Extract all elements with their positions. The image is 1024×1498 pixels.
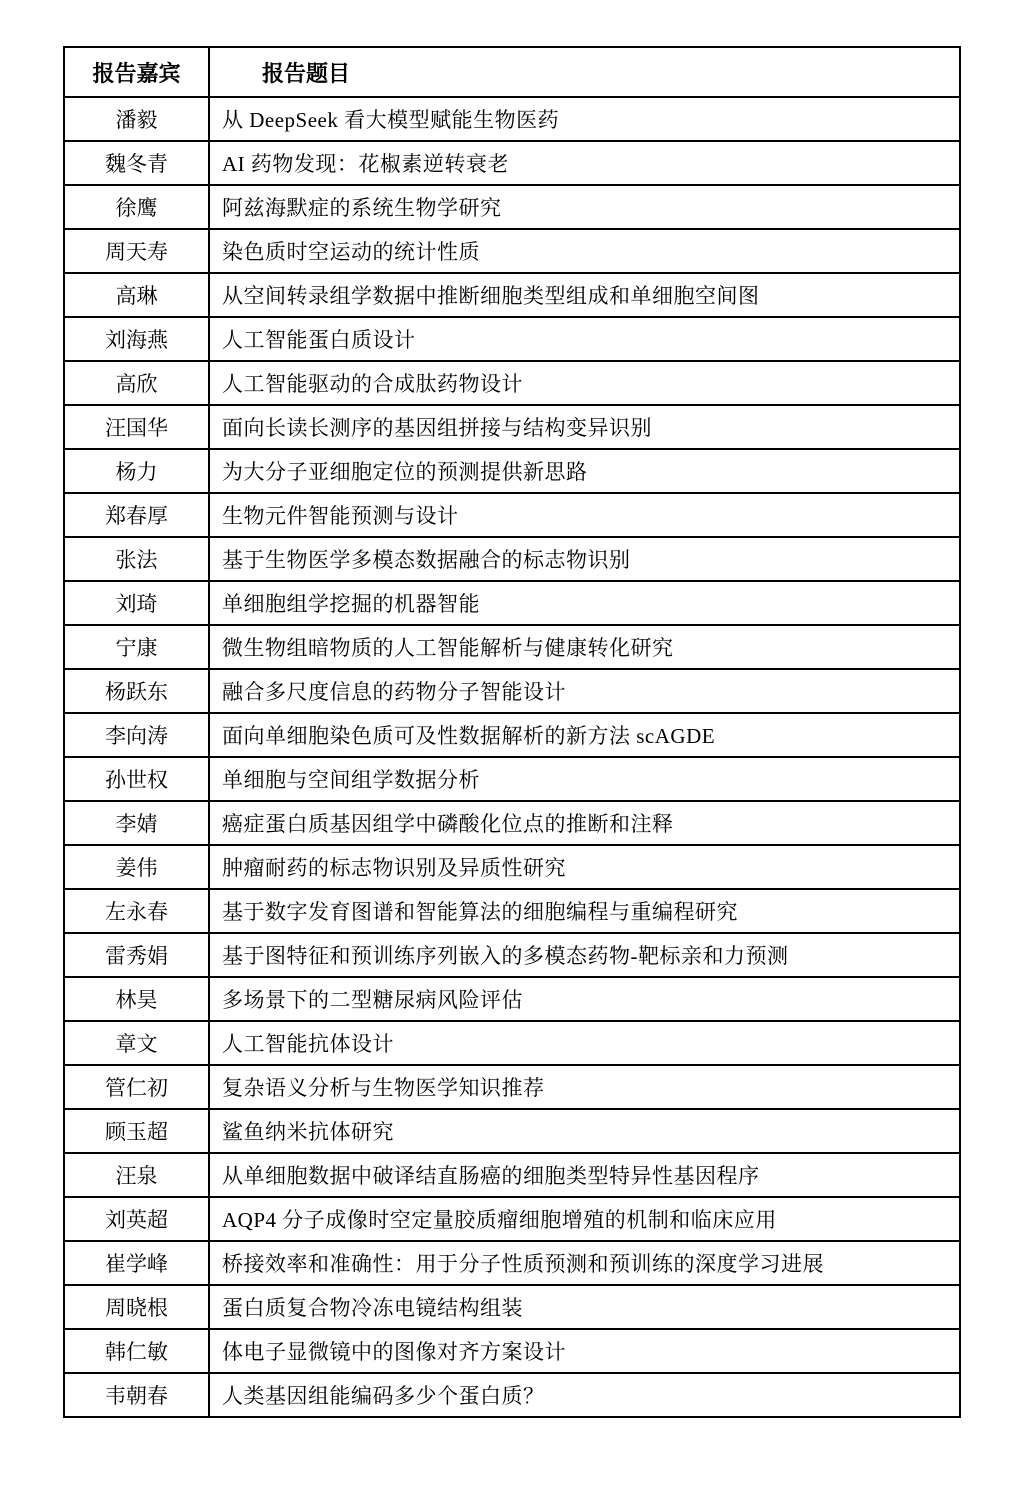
table-row — [64, 317, 960, 361]
title-cell: 人工智能驱动的合成肽药物设计 — [209, 361, 960, 405]
title-cell: 人工智能蛋白质设计 — [209, 317, 960, 361]
title-cell: 单细胞与空间组学数据分析 — [209, 757, 960, 801]
table-row — [64, 581, 960, 625]
speaker-cell: 宁康 — [64, 625, 209, 669]
speaker-cell: 周晓根 — [64, 1285, 209, 1329]
title-cell: 融合多尺度信息的药物分子智能设计 — [209, 669, 960, 713]
title-cell: 人类基因组能编码多少个蛋白质？ — [209, 1373, 960, 1417]
title-cell: 面向单细胞染色质可及性数据解析的新方法 scAGDE — [209, 713, 960, 757]
title-cell: 基于生物医学多模态数据融合的标志物识别 — [209, 537, 960, 581]
speaker-cell: 林昊 — [64, 977, 209, 1021]
table-row — [64, 1241, 960, 1285]
speaker-cell: 潘毅 — [64, 97, 209, 141]
speaker-cell: 周天寿 — [64, 229, 209, 273]
table-row — [64, 977, 960, 1021]
speaker-cell: 雷秀娟 — [64, 933, 209, 977]
title-cell: 单细胞组学挖掘的机器智能 — [209, 581, 960, 625]
table-row — [64, 1197, 960, 1241]
table-body — [64, 97, 960, 1417]
table-row — [64, 1285, 960, 1329]
speaker-cell: 姜伟 — [64, 845, 209, 889]
title-cell: 基于数字发育图谱和智能算法的细胞编程与重编程研究 — [209, 889, 960, 933]
speaker-cell: 高欣 — [64, 361, 209, 405]
speaker-cell: 李婧 — [64, 801, 209, 845]
table-row — [64, 845, 960, 889]
speaker-cell: 管仁初 — [64, 1065, 209, 1109]
title-cell: 体电子显微镜中的图像对齐方案设计 — [209, 1329, 960, 1373]
title-cell: 癌症蛋白质基因组学中磷酸化位点的推断和注释 — [209, 801, 960, 845]
table-row — [64, 1021, 960, 1065]
table-row — [64, 933, 960, 977]
speaker-cell: 徐鹰 — [64, 185, 209, 229]
title-cell: 染色质时空运动的统计性质 — [209, 229, 960, 273]
speaker-cell: 孙世权 — [64, 757, 209, 801]
title-cell: 生物元件智能预测与设计 — [209, 493, 960, 537]
speaker-cell: 顾玉超 — [64, 1109, 209, 1153]
title-cell: 多场景下的二型糖尿病风险评估 — [209, 977, 960, 1021]
table-row — [64, 141, 960, 185]
title-cell: 为大分子亚细胞定位的预测提供新思路 — [209, 449, 960, 493]
speaker-cell: 韦朝春 — [64, 1373, 209, 1417]
title-cell: 从 DeepSeek 看大模型赋能生物医药 — [209, 97, 960, 141]
table-row — [64, 757, 960, 801]
table-row — [64, 801, 960, 845]
speaker-cell: 魏冬青 — [64, 141, 209, 185]
table-row — [64, 1065, 960, 1109]
speakers-table — [63, 46, 961, 1418]
table-row — [64, 889, 960, 933]
table-row — [64, 625, 960, 669]
speaker-cell: 章文 — [64, 1021, 209, 1065]
table-row — [64, 713, 960, 757]
speaker-cell: 刘琦 — [64, 581, 209, 625]
table-row — [64, 493, 960, 537]
title-cell: 桥接效率和准确性：用于分子性质预测和预训练的深度学习进展 — [209, 1241, 960, 1285]
speaker-cell: 李向涛 — [64, 713, 209, 757]
title-cell: AI 药物发现：花椒素逆转衰老 — [209, 141, 960, 185]
speaker-cell: 崔学峰 — [64, 1241, 209, 1285]
table-row — [64, 361, 960, 405]
title-cell: 蛋白质复合物冷冻电镜结构组装 — [209, 1285, 960, 1329]
table-row — [64, 537, 960, 581]
table-row — [64, 273, 960, 317]
speaker-cell: 刘海燕 — [64, 317, 209, 361]
table-row — [64, 1373, 960, 1417]
speaker-cell: 高琳 — [64, 273, 209, 317]
header-title: 报告题目 — [209, 47, 960, 97]
title-cell: 面向长读长测序的基因组拼接与结构变异识别 — [209, 405, 960, 449]
title-cell: 阿兹海默症的系统生物学研究 — [209, 185, 960, 229]
title-cell: AQP4 分子成像时空定量胶质瘤细胞增殖的机制和临床应用 — [209, 1197, 960, 1241]
title-cell: 复杂语义分析与生物医学知识推荐 — [209, 1065, 960, 1109]
title-cell: 鲨鱼纳米抗体研究 — [209, 1109, 960, 1153]
speaker-cell: 汪泉 — [64, 1153, 209, 1197]
header-row — [64, 47, 960, 97]
header-speaker: 报告嘉宾 — [64, 47, 209, 97]
speaker-cell: 杨跃东 — [64, 669, 209, 713]
table-row — [64, 97, 960, 141]
table-row — [64, 1329, 960, 1373]
title-cell: 微生物组暗物质的人工智能解析与健康转化研究 — [209, 625, 960, 669]
speaker-cell: 汪国华 — [64, 405, 209, 449]
speaker-cell: 郑春厚 — [64, 493, 209, 537]
title-cell: 基于图特征和预训练序列嵌入的多模态药物-靶标亲和力预测 — [209, 933, 960, 977]
table-row — [64, 1153, 960, 1197]
title-cell: 肿瘤耐药的标志物识别及异质性研究 — [209, 845, 960, 889]
table-row — [64, 449, 960, 493]
title-cell: 从单细胞数据中破译结直肠癌的细胞类型特异性基因程序 — [209, 1153, 960, 1197]
table-row — [64, 669, 960, 713]
table-row — [64, 185, 960, 229]
table-row — [64, 1109, 960, 1153]
title-cell: 从空间转录组学数据中推断细胞类型组成和单细胞空间图 — [209, 273, 960, 317]
speaker-cell: 张法 — [64, 537, 209, 581]
table-row — [64, 405, 960, 449]
title-cell: 人工智能抗体设计 — [209, 1021, 960, 1065]
speaker-cell: 左永春 — [64, 889, 209, 933]
speaker-cell: 杨力 — [64, 449, 209, 493]
speaker-cell: 刘英超 — [64, 1197, 209, 1241]
speaker-cell: 韩仁敏 — [64, 1329, 209, 1373]
table-row — [64, 229, 960, 273]
